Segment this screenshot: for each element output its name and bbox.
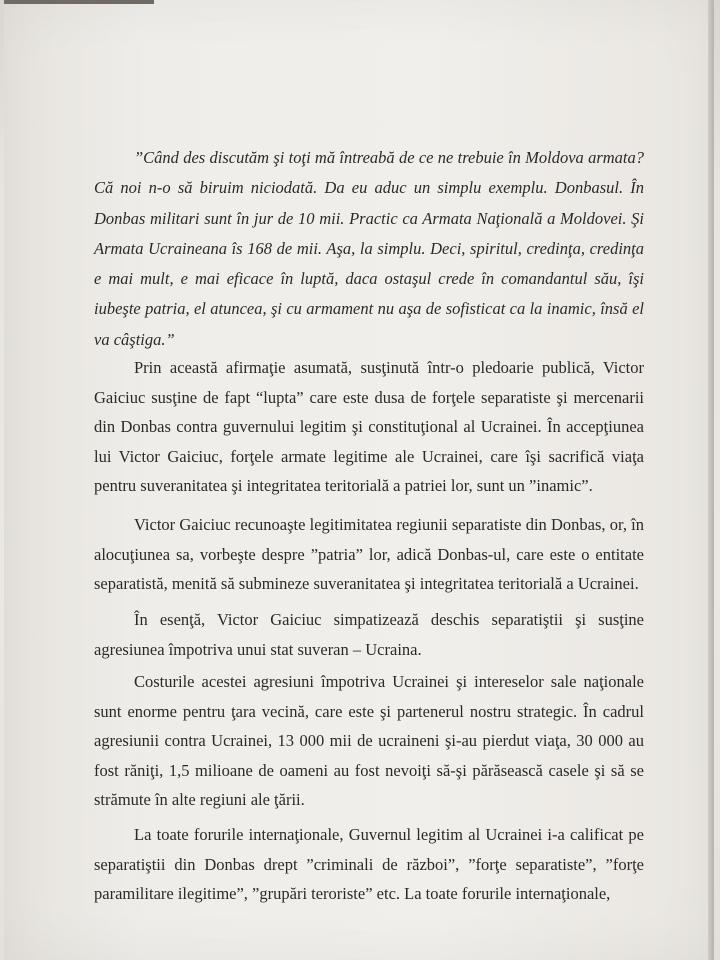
paragraph-5-text: La toate forurile internaţionale, Guvernul legitim al Ucrainei i-a calificat pe separatiştii din Donbas drept ”criminali de război”, ”forţe separatiste”, ”forţe paramilitare ilegitime”, ”grupări teroriste” etc. La toate forurile internaţionale, — [94, 825, 644, 903]
paragraph-1-text: Prin această afirmaţie asumată, susţinută într-o pledoarie publică, Victor Gaiciuc susţine de fapt “lupta” care este dusa de forţele separatiste şi mercenarii din Donbas contra guvernului legitim şi constituţional al Ucrainei. În accepţiunea lui Victor Gaiciuc, forţele armate legitime ale Ucrainei, care îşi sacrifică viaţa pentru suveranitatea şi integritatea teritorială a patriei lor, sunt un ”inamic”. — [94, 358, 644, 495]
paragraph-1 — [94, 353, 644, 501]
quote-block — [94, 143, 644, 355]
quote-paragraph: ”Când des discutăm şi toţi mă întreabă de ce ne trebuie în Moldova armata? Că noi n-o să biruim niciodată. Da eu aduc un simplu exemplu. Donbasul. În Donbas militari sunt în jur de 10 mii. Practic ca Armata Naţională a Moldovei. Şi Armata Ucraineana îs 168 de mii. Aşa, la simplu. Deci, spiritul, credinţa, credinţa e mai mult, e mai eficace în luptă, daca ostaşul crede în comandantul său, îşi iubeşte patria, el atuncea, şi cu armament nu aşa de sofisticat ca la inamic, însă el va câştiga.” — [94, 148, 644, 349]
paragraph-3-text: În esenţă, Victor Gaiciuc simpatizează deschis separatiştii şi susţine agresiunea împotriva unui stat suveran – Ucraina. — [94, 610, 644, 659]
paragraph-4 — [94, 667, 644, 815]
paragraph-2-text: Victor Gaiciuc recunoaşte legitimitatea regiunii separatiste din Donbas, or, în alocuţiunea sa, vorbeşte despre ”patria” lor, adică Donbas-ul, care este o entitate separatistă, menită să submineze suveranitatea şi integritatea teritorială a Ucrainei. — [94, 515, 644, 593]
page-right-edge — [708, 0, 714, 960]
paragraph-3 — [94, 605, 644, 664]
paragraph-4-text: Costurile acestei agresiuni împotriva Ucrainei şi intereselor sale naţionale sunt enorme pentru ţara vecină, care este şi partenerul nostru strategic. În cadrul agresiunii contra Ucrainei, 13 000 mii de ucraineni şi-au pierdut viaţa, 30 000 au fost răniţi, 1,5 milioane de oameni au fost nevoiţi să-şi părăsească casele şi să se strămute în alte regiuni ale ţării. — [94, 672, 644, 809]
paragraph-5 — [94, 820, 644, 909]
page-top-shadow — [4, 0, 154, 4]
paragraph-2 — [94, 510, 644, 599]
paper-page — [4, 0, 714, 960]
